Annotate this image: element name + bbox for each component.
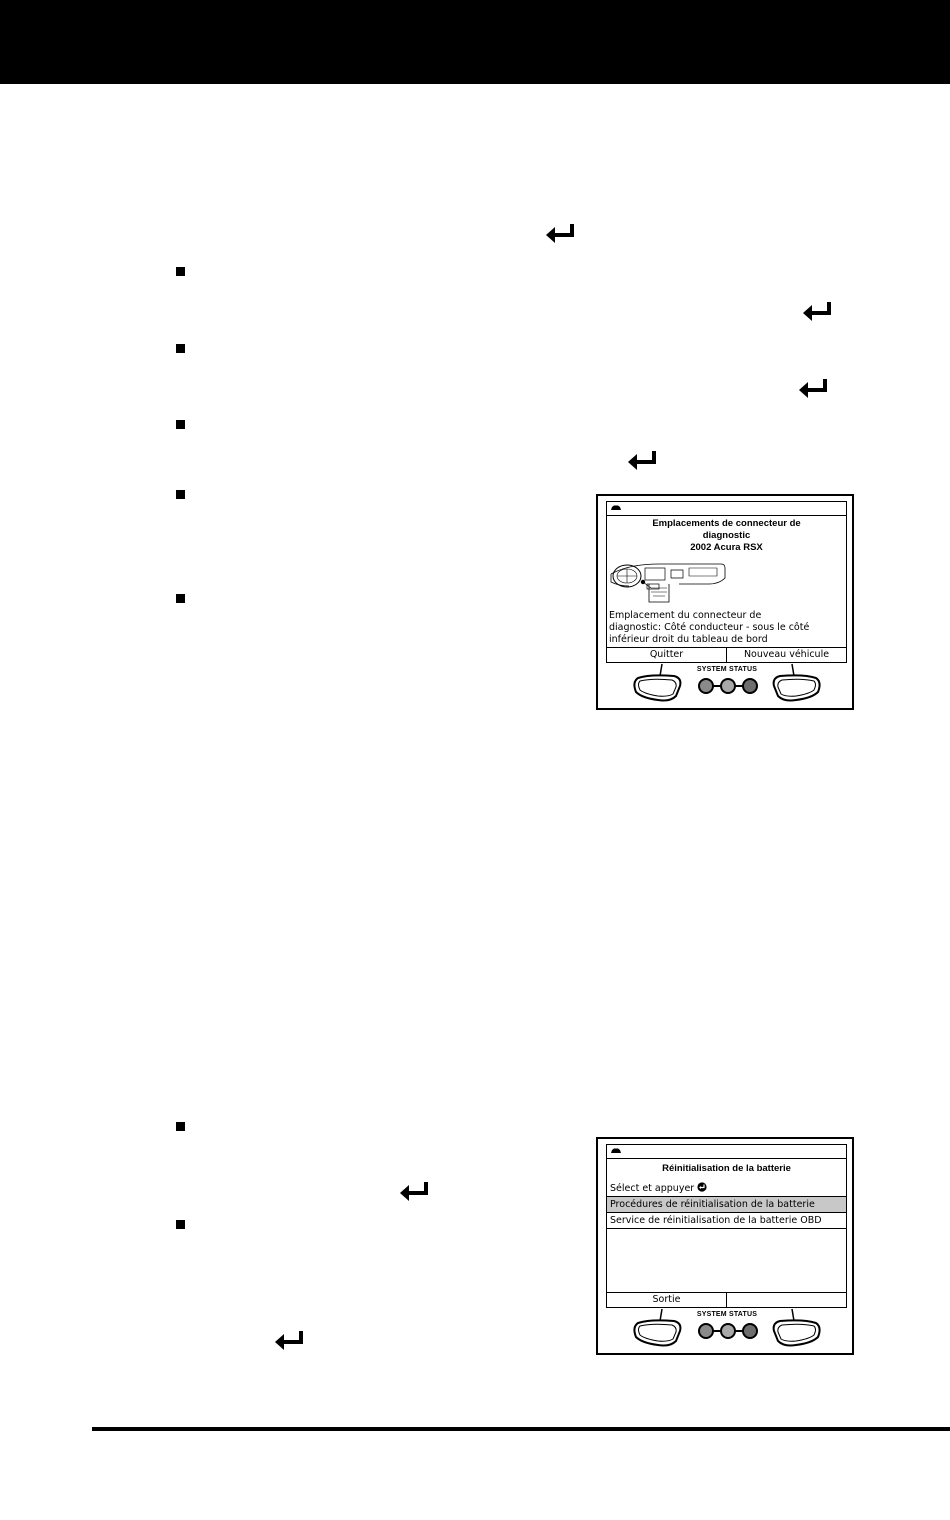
enter-circle-icon — [697, 1182, 707, 1192]
device-screen — [606, 1144, 847, 1308]
system-status-leds — [696, 676, 760, 696]
square-bullet-icon — [176, 490, 185, 499]
quit-softkey[interactable]: Quitter — [607, 648, 727, 662]
dashboard-illustration — [609, 556, 727, 606]
connector-description-line: Emplacement du connecteur de — [609, 610, 762, 621]
enter-key-icon — [544, 222, 578, 244]
exit-softkey[interactable]: Sortie — [607, 1293, 727, 1307]
screen-title-line: diagnostic — [702, 530, 751, 541]
square-bullet-icon — [176, 1220, 185, 1229]
enter-key-icon — [273, 1329, 307, 1351]
system-status-leds — [696, 1321, 760, 1341]
car-icon — [610, 1147, 622, 1155]
square-bullet-icon — [176, 1122, 185, 1131]
screen-title-line: Emplacements de connecteur de — [652, 518, 801, 529]
new-vehicle-softkey[interactable]: Nouveau véhicule — [743, 649, 830, 660]
square-bullet-icon — [176, 344, 185, 353]
enter-key-icon — [801, 300, 835, 322]
screen-title: Réinitialisation de la batterie — [662, 1163, 791, 1174]
square-bullet-icon — [176, 267, 185, 276]
connector-description-line: diagnostic: Côté conducteur - sous le côté — [609, 622, 810, 633]
scan-tool-device-battery — [596, 1137, 854, 1355]
enter-key-icon — [398, 1180, 432, 1202]
system-status-label: SYSTEM STATUS — [696, 1311, 758, 1318]
footer-rule — [92, 1427, 950, 1431]
device-screen — [606, 501, 847, 663]
header-bar — [0, 0, 950, 84]
softkey-bar — [607, 1292, 846, 1307]
screen-status-bar — [607, 502, 846, 516]
select-prompt — [607, 1181, 846, 1196]
select-prompt-text: Sélect et appuyer — [610, 1183, 695, 1194]
system-status-label: SYSTEM STATUS — [696, 666, 758, 673]
screen-status-bar — [607, 1145, 846, 1159]
car-icon — [610, 504, 622, 512]
enter-key-icon — [626, 449, 660, 471]
screen-title-line: 2002 Acura RSX — [690, 542, 763, 553]
square-bullet-icon — [176, 420, 185, 429]
softkey-bar — [607, 647, 846, 662]
menu-item-battery-reset-procedures[interactable]: Procédures de réinitialisation de la batterie — [607, 1197, 846, 1213]
scan-tool-device-connector — [596, 494, 854, 710]
empty-softkey[interactable] — [727, 1293, 846, 1307]
menu-item-obd-battery-reset[interactable]: Service de réinitialisation de la batterie OBD — [607, 1213, 846, 1229]
connector-description-line: inférieur droit du tableau de bord — [609, 634, 768, 645]
enter-key-icon — [797, 377, 831, 399]
square-bullet-icon — [176, 594, 185, 603]
